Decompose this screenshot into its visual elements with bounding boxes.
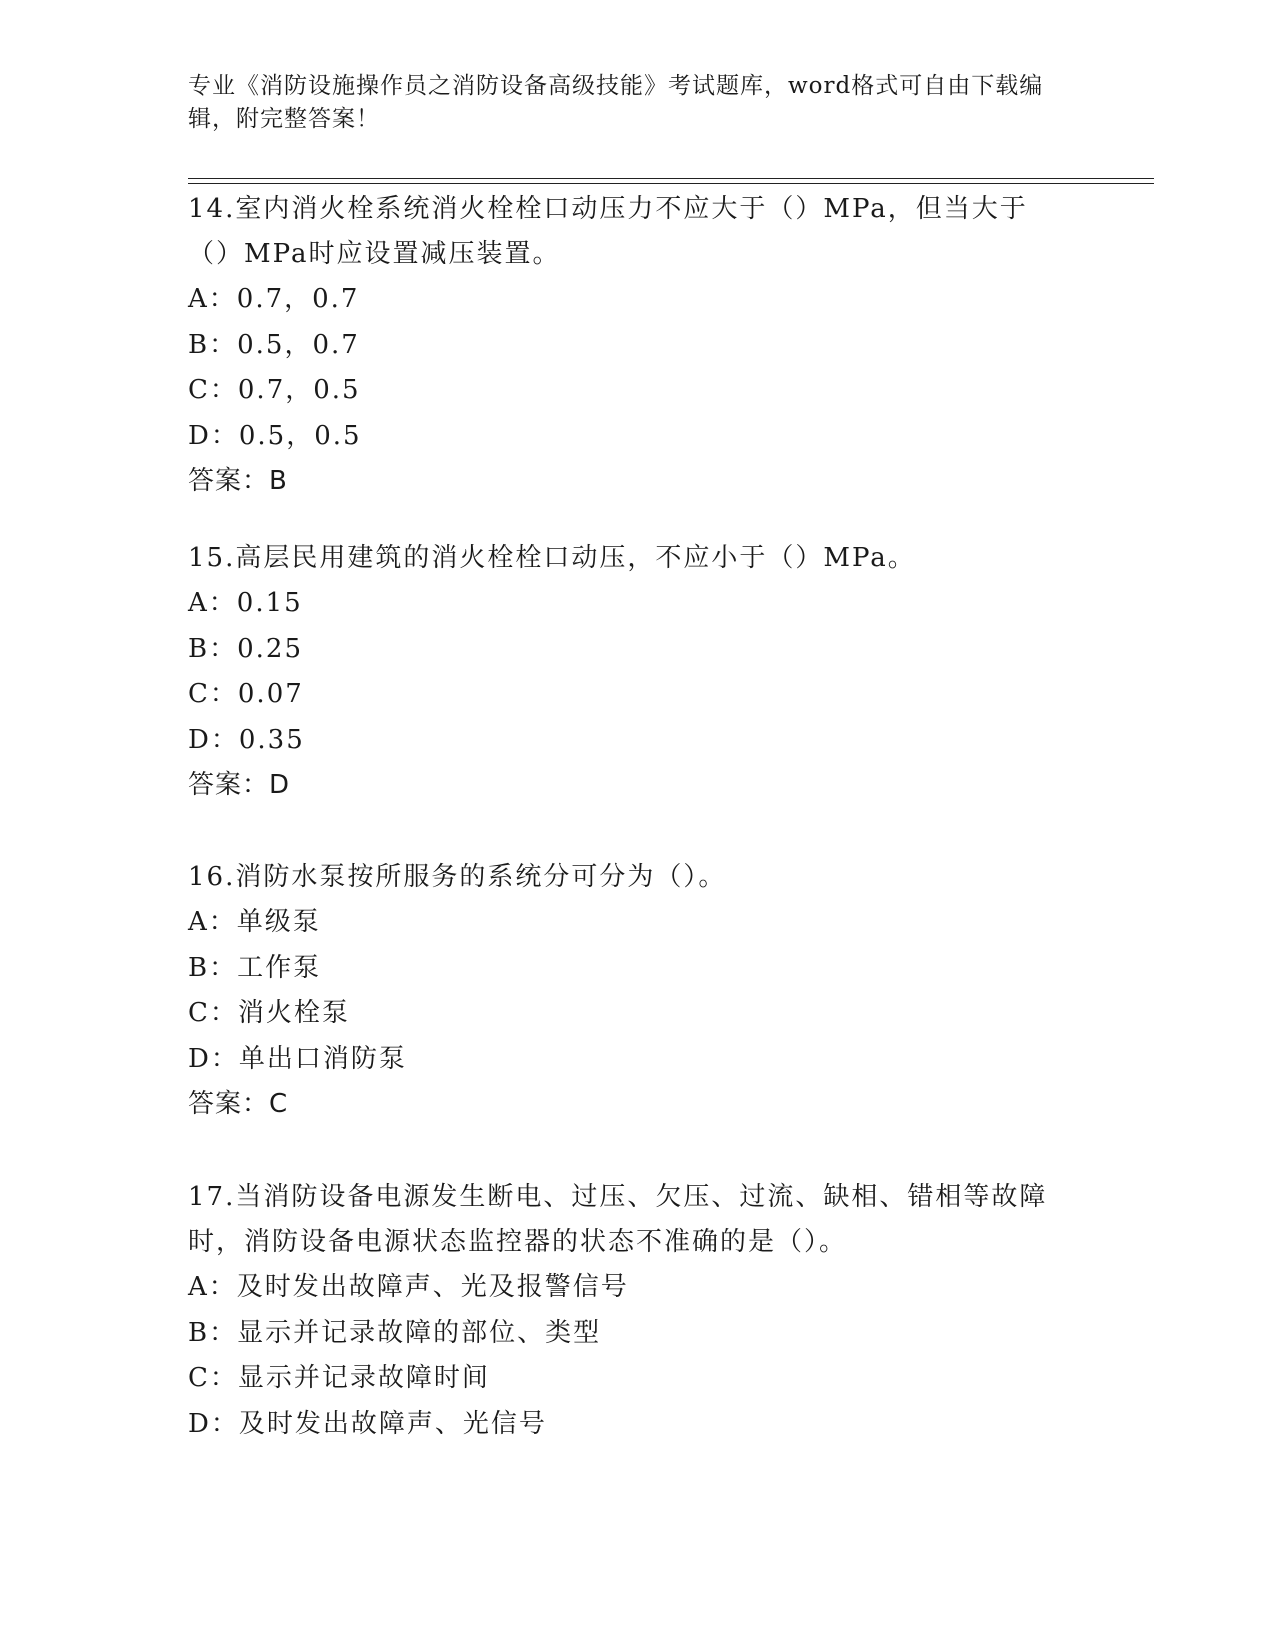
question-stem: 17.当消防设备电源发生断电、过压、欠压、过流、缺相、错相等故障时，消防设备电源状态监控器的状态不准确的是（）。 [188, 1182, 1048, 1257]
question-stem: 16.消防水泵按所服务的系统分可分为（）。 [188, 862, 727, 892]
question-16 [188, 855, 1088, 1127]
option-c: C：0.07 [188, 679, 304, 709]
option-a: A：0.15 [188, 588, 303, 618]
option-c: C：消火栓泵 [188, 998, 350, 1028]
option-a: A：0.7，0.7 [188, 284, 360, 314]
option-a: A：单级泵 [188, 907, 321, 937]
option-b: B：0.5，0.7 [188, 329, 360, 360]
option-b: B：工作泵 [188, 952, 322, 983]
option-a: A：及时发出故障声、光及报警信号 [188, 1272, 629, 1302]
question-17 [188, 1175, 1088, 1447]
question-15 [188, 536, 1088, 808]
option-b: B：0.25 [188, 633, 303, 664]
question-stem: 14.室内消火栓系统消火栓栓口动压力不应大于（）MPa，但当大于（）MPa时应设置减压装置。 [188, 194, 1028, 269]
option-d: D：及时发出故障声、光信号 [188, 1408, 547, 1439]
option-d: D：0.5，0.5 [188, 420, 362, 451]
option-d: D：单出口消防泵 [188, 1043, 407, 1074]
document-header: 专业《消防设施操作员之消防设备高级技能》考试题库，word格式可自由下载编辑，附完整答案！ [188, 73, 1044, 132]
header-divider-top [188, 178, 1154, 179]
option-b: B：显示并记录故障的部位、类型 [188, 1317, 602, 1348]
option-c: C：显示并记录故障时间 [188, 1363, 490, 1393]
question-14 [188, 187, 1088, 504]
answer: 答案：B [188, 466, 288, 496]
question-stem: 15.高层民用建筑的消火栓栓口动压，不应小于（）MPa。 [188, 543, 916, 573]
header-divider-bottom [188, 183, 1154, 184]
answer: 答案：D [188, 770, 291, 800]
option-d: D：0.35 [188, 724, 305, 755]
option-c: C：0.7，0.5 [188, 375, 361, 405]
answer: 答案：C [188, 1089, 289, 1119]
